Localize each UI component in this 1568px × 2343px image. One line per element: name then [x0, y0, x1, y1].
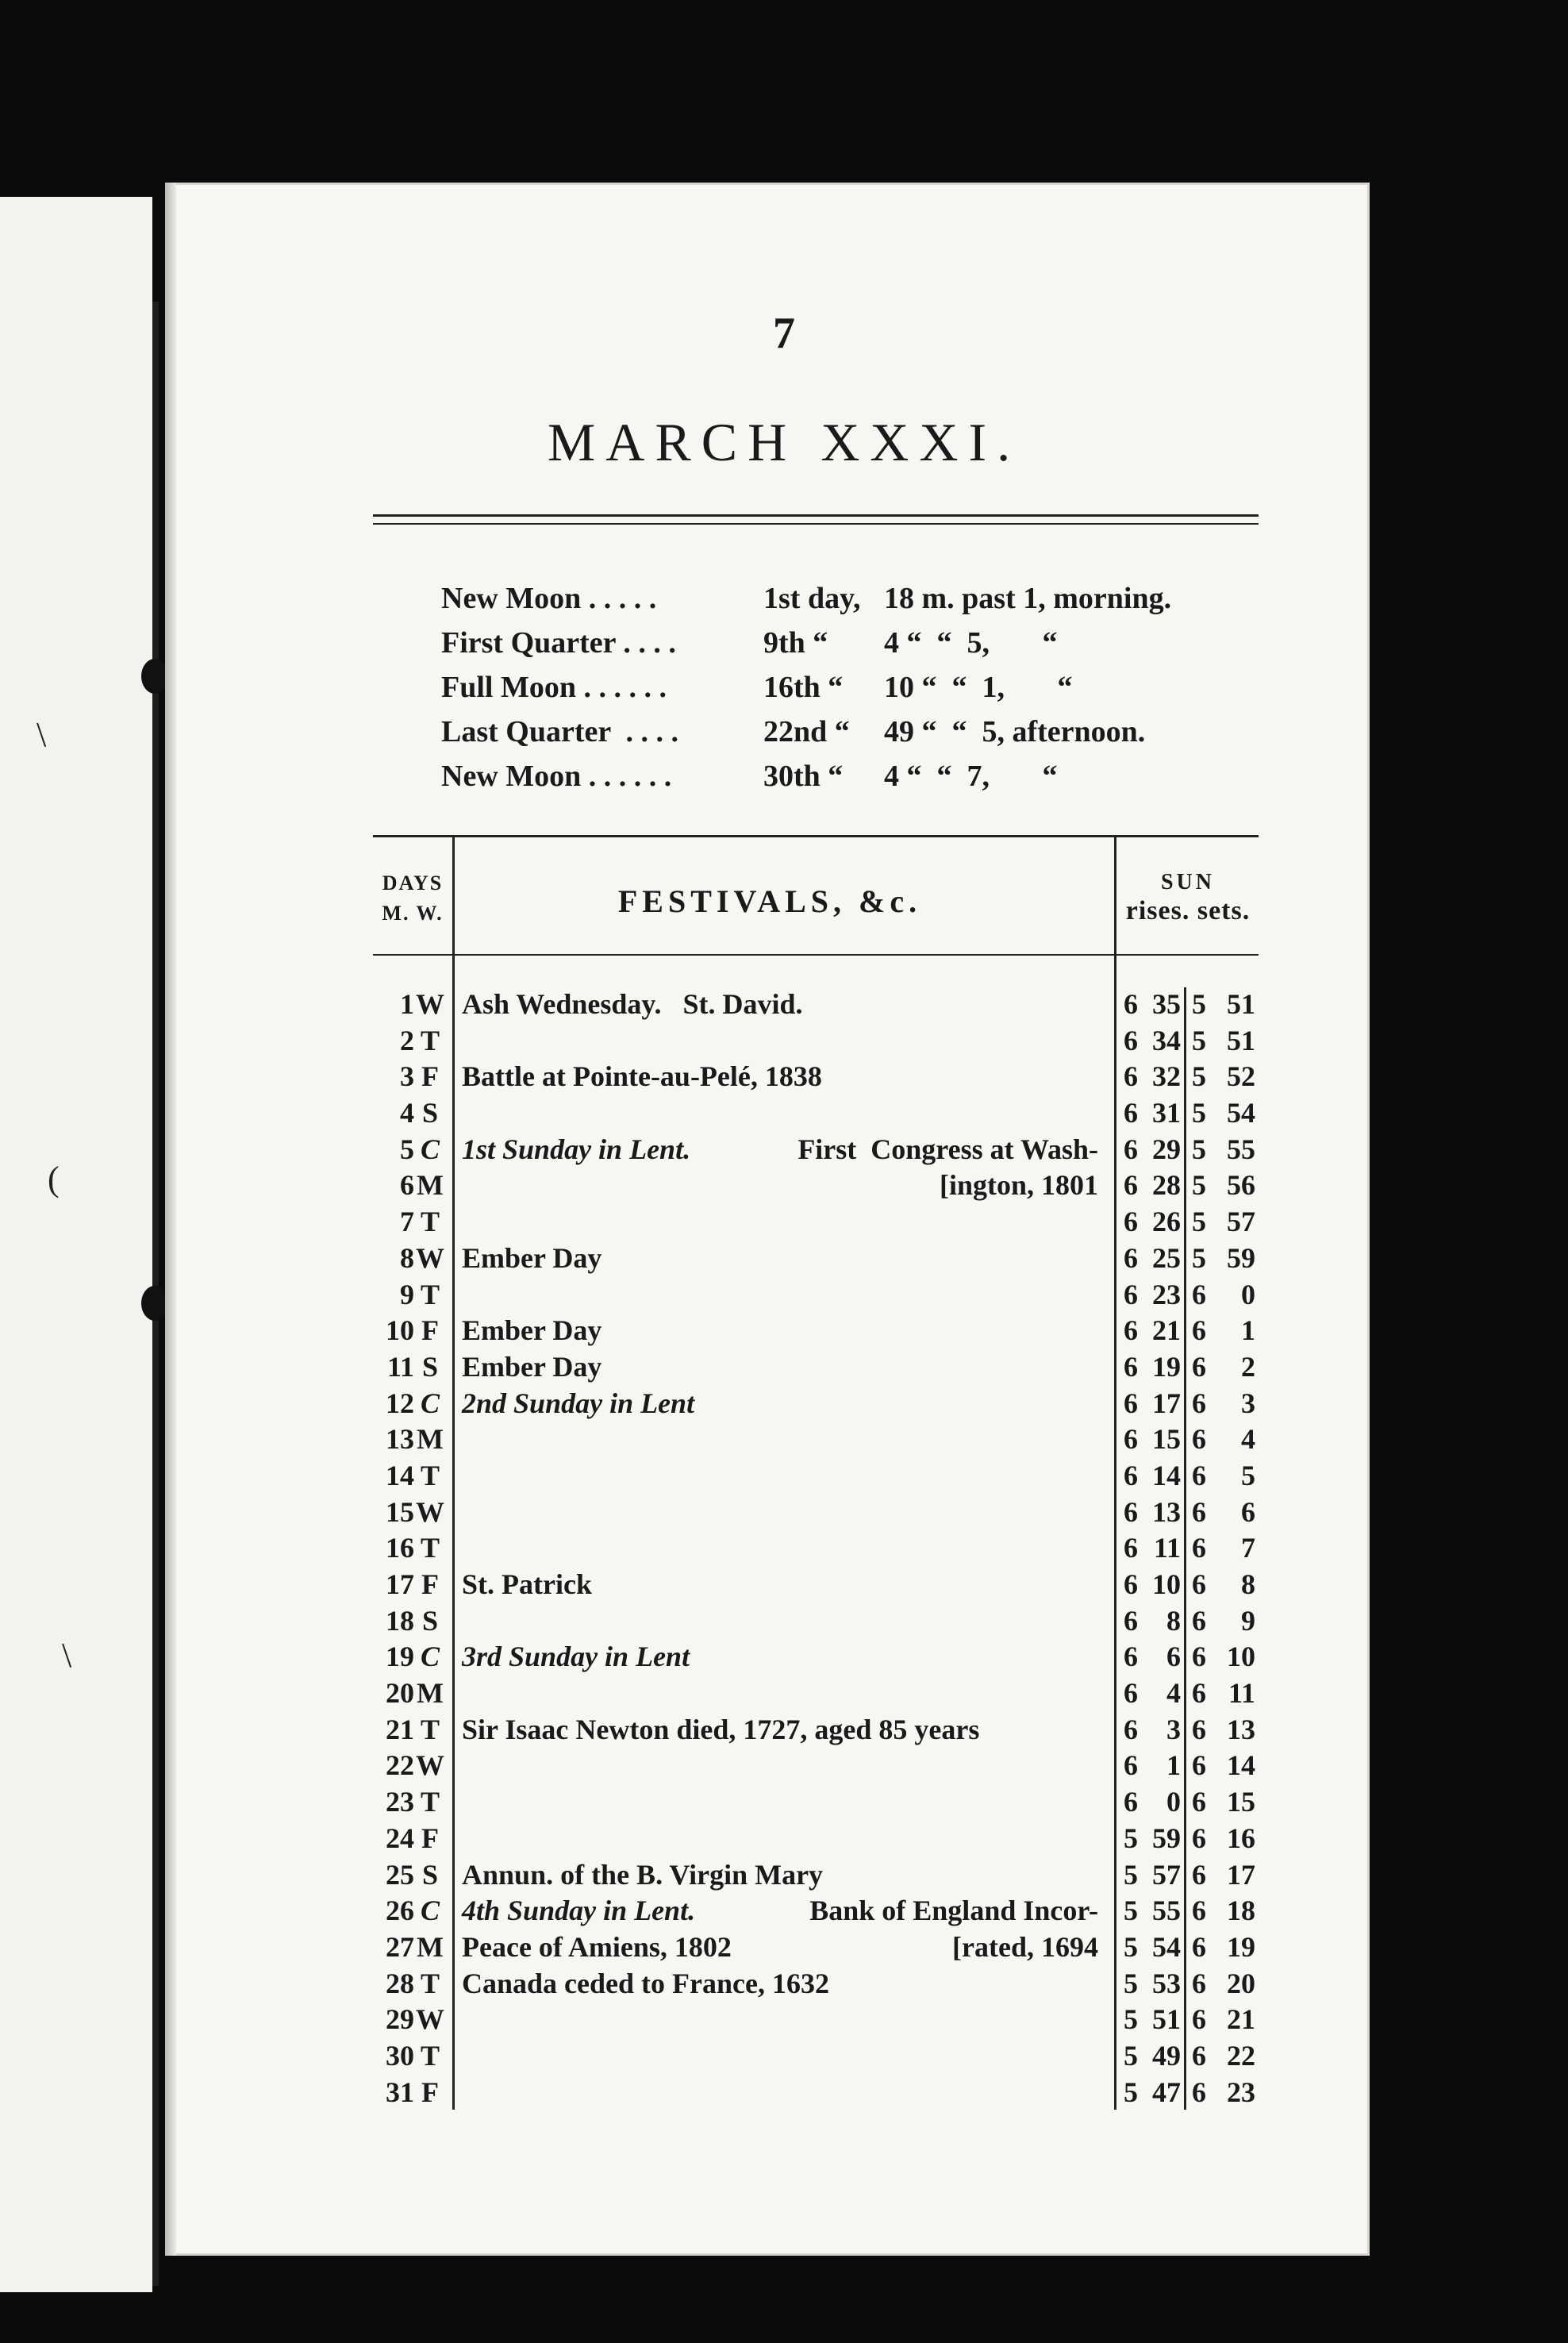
sunset-hour: 6 — [1192, 1822, 1206, 1854]
sunset-minute: 59 — [1227, 1241, 1255, 1274]
sunrise-minute: 51 — [1152, 2003, 1181, 2036]
sun-header — [1117, 868, 1259, 925]
sunset-hour: 6 — [1192, 1786, 1206, 1818]
day-of-week: W — [416, 1495, 444, 1528]
day-of-week: F — [421, 1822, 439, 1854]
table-row — [373, 1640, 1259, 1676]
moon-phase-time: 18 m. past 1, morning. — [884, 582, 1172, 615]
day-of-week: T — [420, 1532, 440, 1564]
day-of-week: W — [416, 1749, 444, 1782]
table-row — [373, 1894, 1259, 1930]
sunrise-hour: 6 — [1124, 1749, 1138, 1782]
day-of-week: C — [420, 1387, 440, 1419]
day-of-week: C — [420, 1133, 440, 1165]
day-of-month: 23 — [386, 1786, 414, 1818]
sunrise-hour: 5 — [1124, 1967, 1138, 1999]
moon-phase-row — [441, 625, 1274, 670]
day-of-week: M — [417, 1423, 444, 1456]
table-row — [373, 1676, 1259, 1713]
moon-phase-name: Full Moon . . . . . . — [441, 671, 667, 704]
sunrise-hour: 6 — [1124, 1387, 1138, 1419]
sunset-minute: 17 — [1227, 1858, 1255, 1891]
sunset-hour: 6 — [1192, 2076, 1206, 2108]
day-of-month: 24 — [386, 1822, 414, 1854]
day-of-week: T — [420, 1024, 440, 1056]
sunset-minute: 14 — [1227, 1749, 1255, 1782]
day-of-week: T — [420, 1967, 440, 1999]
header-rule — [373, 954, 1259, 956]
moon-phase-row — [441, 759, 1274, 803]
sunset-minute: 51 — [1227, 1024, 1255, 1056]
moon-phase-day: 30th “ — [763, 760, 844, 793]
day-of-week: S — [421, 1350, 439, 1383]
day-of-week: F — [421, 1314, 439, 1347]
day-of-month: 3 — [400, 1060, 414, 1093]
sunrise-minute: 8 — [1166, 1604, 1181, 1637]
day-of-week: T — [420, 1786, 440, 1818]
moon-phase-time: 49 “ “ 5, afternoon. — [884, 715, 1146, 748]
sunset-hour: 6 — [1192, 1350, 1206, 1383]
moon-phase-name: New Moon . . . . . . — [441, 760, 672, 793]
sunset-minute: 52 — [1227, 1060, 1255, 1093]
table-row — [373, 1096, 1259, 1133]
sunset-minute: 5 — [1241, 1459, 1255, 1491]
day-of-month: 9 — [400, 1278, 414, 1310]
sunrise-hour: 5 — [1124, 1858, 1138, 1891]
table-row — [373, 1278, 1259, 1314]
sunrise-minute: 6 — [1166, 1641, 1181, 1673]
day-of-month: 19 — [386, 1641, 414, 1673]
moon-phase-time: 4 “ “ 7, “ — [884, 760, 1058, 793]
sunrise-minute: 17 — [1152, 1387, 1181, 1419]
sunrise-hour: 5 — [1124, 1930, 1138, 1963]
sunrise-hour: 6 — [1124, 1423, 1138, 1456]
day-of-week: T — [420, 1206, 440, 1238]
sunrise-minute: 59 — [1152, 1822, 1181, 1854]
day-of-month: 7 — [400, 1206, 414, 1238]
sunrise-minute: 53 — [1152, 1967, 1181, 1999]
day-of-week: T — [420, 1713, 440, 1745]
sun-header-top: SUN — [1160, 870, 1215, 894]
sunset-hour: 5 — [1192, 1024, 1206, 1056]
sunrise-hour: 6 — [1124, 1350, 1138, 1383]
festival-text: St. Patrick — [462, 1568, 592, 1600]
sunset-minute: 19 — [1227, 1930, 1255, 1963]
sunset-minute: 11 — [1228, 1677, 1255, 1710]
day-of-month: 4 — [400, 1097, 414, 1129]
sunset-hour: 6 — [1192, 2003, 1206, 2036]
days-header-top: DAYS — [382, 871, 444, 894]
sunrise-hour: 6 — [1124, 1459, 1138, 1491]
sunset-hour: 5 — [1192, 1206, 1206, 1238]
day-of-month: 16 — [386, 1532, 414, 1564]
day-of-week: M — [417, 1677, 444, 1710]
sunset-minute: 20 — [1227, 1967, 1255, 1999]
day-of-week: F — [421, 1568, 439, 1600]
page-edge — [165, 183, 176, 2256]
sunrise-hour: 5 — [1124, 2003, 1138, 2036]
day-of-week: W — [416, 988, 444, 1020]
day-of-month: 31 — [386, 2076, 414, 2108]
sunset-minute: 22 — [1227, 2039, 1255, 2072]
sunset-hour: 6 — [1192, 1459, 1206, 1491]
day-of-month: 29 — [386, 2003, 414, 2036]
sunset-hour: 6 — [1192, 1749, 1206, 1782]
moon-phase-row — [441, 670, 1274, 714]
sunset-minute: 21 — [1227, 2003, 1255, 2036]
days-header-bottom: M. W. — [382, 902, 444, 925]
margin-mark: \ — [62, 1636, 72, 1675]
sunset-minute: 23 — [1227, 2076, 1255, 2108]
table-row — [373, 1350, 1259, 1387]
sunset-hour: 6 — [1192, 1423, 1206, 1456]
day-of-week: T — [420, 1459, 440, 1491]
sunrise-hour: 6 — [1124, 1786, 1138, 1818]
sunrise-hour: 6 — [1124, 1169, 1138, 1202]
day-of-month: 25 — [386, 1858, 414, 1891]
sunrise-hour: 6 — [1124, 1495, 1138, 1528]
margin-mark: \ — [37, 715, 47, 754]
sunrise-minute: 3 — [1166, 1713, 1181, 1745]
sunset-minute: 55 — [1227, 1133, 1255, 1165]
days-header — [373, 868, 452, 929]
sunrise-minute: 11 — [1153, 1532, 1181, 1564]
sunset-minute: 16 — [1227, 1822, 1255, 1854]
page-title: MARCH XXXI. — [547, 412, 1021, 472]
festival-text-continued: First Congress at Wash- — [797, 1133, 1098, 1165]
festival-text-wrap: [rated, 1694 — [952, 1930, 1098, 1963]
sunrise-hour: 6 — [1124, 1677, 1138, 1710]
table-row — [373, 1858, 1259, 1895]
festival-text: Ash Wednesday. St. David. — [462, 988, 803, 1020]
sunset-hour: 6 — [1192, 1930, 1206, 1963]
day-of-month: 5 — [400, 1133, 414, 1165]
festival-text: Peace of Amiens, 1802 — [462, 1930, 732, 1963]
table-row — [373, 1568, 1259, 1604]
sunset-hour: 6 — [1192, 1641, 1206, 1673]
sunset-minute: 57 — [1227, 1206, 1255, 1238]
calendar-table — [373, 837, 1259, 2110]
sunrise-hour: 6 — [1124, 988, 1138, 1020]
sunrise-hour: 6 — [1124, 1314, 1138, 1347]
sunrise-minute: 57 — [1152, 1858, 1181, 1891]
moon-phase-row — [441, 581, 1274, 625]
sunrise-hour: 6 — [1124, 1568, 1138, 1600]
sunset-minute: 51 — [1227, 988, 1255, 1020]
day-of-week: F — [421, 1060, 439, 1093]
sunrise-hour: 6 — [1124, 1133, 1138, 1165]
sunrise-hour: 5 — [1124, 1895, 1138, 1927]
sunrise-hour: 5 — [1124, 2039, 1138, 2072]
sunrise-hour: 6 — [1124, 1532, 1138, 1564]
sunset-hour: 6 — [1192, 1604, 1206, 1637]
day-of-month: 8 — [400, 1241, 414, 1274]
day-of-month: 22 — [386, 1749, 414, 1782]
moon-phase-name: New Moon . . . . . — [441, 582, 657, 615]
table-row — [373, 1060, 1259, 1096]
day-of-month: 27 — [386, 1930, 414, 1963]
day-of-month: 20 — [386, 1677, 414, 1710]
moon-phase-time: 10 “ “ 1, “ — [884, 671, 1073, 704]
sunset-hour: 5 — [1192, 988, 1206, 1020]
sunrise-minute: 34 — [1152, 1024, 1181, 1056]
day-of-week: F — [421, 2076, 439, 2108]
sunrise-hour: 5 — [1124, 1822, 1138, 1854]
table-row — [373, 1024, 1259, 1060]
sunset-hour: 5 — [1192, 1169, 1206, 1202]
table-row — [373, 1749, 1259, 1785]
sunrise-minute: 10 — [1152, 1568, 1181, 1600]
sunrise-hour: 6 — [1124, 1713, 1138, 1745]
sun-header-bottom: rises. sets. — [1125, 896, 1251, 925]
binding-hole — [141, 1286, 168, 1321]
festival-text: Canada ceded to France, 1632 — [462, 1967, 829, 1999]
table-rows — [373, 987, 1259, 2111]
day-of-week: T — [420, 2039, 440, 2072]
festivals-header: FESTIVALS, &c. — [617, 883, 922, 919]
sunset-minute: 15 — [1227, 1786, 1255, 1818]
sunrise-hour: 6 — [1124, 1641, 1138, 1673]
sunrise-minute: 14 — [1152, 1459, 1181, 1491]
day-of-week: M — [417, 1930, 444, 1963]
sunset-hour: 6 — [1192, 1278, 1206, 1310]
table-row — [373, 2003, 1259, 2039]
table-row — [373, 1495, 1259, 1532]
sunset-hour: 6 — [1192, 1495, 1206, 1528]
sunrise-hour: 6 — [1124, 1060, 1138, 1093]
day-of-month: 21 — [386, 1713, 414, 1745]
table-row — [373, 1604, 1259, 1641]
sunset-hour: 5 — [1192, 1097, 1206, 1129]
table-row — [373, 1785, 1259, 1822]
moon-phase-day: 22nd “ — [763, 715, 850, 748]
day-of-month: 2 — [400, 1024, 414, 1056]
table-row — [373, 1930, 1259, 1967]
day-of-month: 13 — [386, 1423, 414, 1456]
table-row — [373, 1205, 1259, 1241]
sunset-hour: 6 — [1192, 1858, 1206, 1891]
day-of-month: 14 — [386, 1459, 414, 1491]
page-number: 7 — [773, 309, 795, 358]
sunrise-hour: 6 — [1124, 1206, 1138, 1238]
day-of-week: S — [421, 1097, 439, 1129]
sunset-minute: 2 — [1241, 1350, 1255, 1383]
sunset-minute: 54 — [1227, 1097, 1255, 1129]
sunrise-minute: 23 — [1152, 1278, 1181, 1310]
table-row — [373, 2076, 1259, 2112]
sunrise-minute: 28 — [1152, 1169, 1181, 1202]
moon-phases-list — [441, 581, 1274, 803]
binding-hole — [141, 659, 168, 694]
festival-text: 2nd Sunday in Lent — [462, 1387, 695, 1419]
sunset-hour: 6 — [1192, 1713, 1206, 1745]
sunrise-minute: 54 — [1152, 1930, 1181, 1963]
table-row — [373, 1422, 1259, 1459]
moon-phase-day: 16th “ — [763, 671, 844, 704]
sunrise-minute: 49 — [1152, 2039, 1181, 2072]
table-row — [373, 2039, 1259, 2076]
day-of-month: 1 — [400, 988, 414, 1020]
table-row — [373, 987, 1259, 1024]
day-of-month: 18 — [386, 1604, 414, 1637]
sunrise-minute: 15 — [1152, 1423, 1181, 1456]
festival-text-wrap: [ington, 1801 — [939, 1169, 1098, 1202]
festival-text: Annun. of the B. Virgin Mary — [462, 1858, 824, 1891]
sunrise-minute: 26 — [1152, 1206, 1181, 1238]
day-of-month: 12 — [386, 1387, 414, 1419]
day-of-month: 30 — [386, 2039, 414, 2072]
moon-phase-time: 4 “ “ 5, “ — [884, 626, 1058, 660]
moon-phase-day: 9th “ — [763, 626, 828, 660]
sunset-minute: 7 — [1241, 1532, 1255, 1564]
sunrise-minute: 1 — [1166, 1749, 1181, 1782]
double-rule — [373, 514, 1259, 525]
sunset-minute: 1 — [1241, 1314, 1255, 1347]
table-row — [373, 1133, 1259, 1169]
sunrise-minute: 21 — [1152, 1314, 1181, 1347]
sunrise-minute: 55 — [1152, 1895, 1181, 1927]
table-row — [373, 1459, 1259, 1495]
sunset-hour: 6 — [1192, 1568, 1206, 1600]
festival-text: Ember Day — [462, 1350, 602, 1383]
table-row — [373, 1168, 1259, 1205]
sunset-minute: 10 — [1227, 1641, 1255, 1673]
sunrise-minute: 19 — [1152, 1350, 1181, 1383]
moon-phase-day: 1st day, — [763, 582, 861, 615]
sunset-hour: 6 — [1192, 1895, 1206, 1927]
margin-mark: ( — [48, 1160, 60, 1198]
festival-text: Sir Isaac Newton died, 1727, aged 85 years — [462, 1713, 980, 1745]
sunset-hour: 5 — [1192, 1241, 1206, 1274]
day-of-month: 10 — [386, 1314, 414, 1347]
sunrise-minute: 29 — [1152, 1133, 1181, 1165]
sunset-hour: 5 — [1192, 1060, 1206, 1093]
sunset-minute: 13 — [1227, 1713, 1255, 1745]
sunrise-hour: 6 — [1124, 1604, 1138, 1637]
sunrise-minute: 4 — [1166, 1677, 1181, 1710]
day-of-week: M — [417, 1169, 444, 1202]
festival-text-continued: Bank of England Incor- — [809, 1895, 1098, 1927]
sunset-hour: 6 — [1192, 1532, 1206, 1564]
sunrise-minute: 47 — [1152, 2076, 1181, 2108]
facing-page-strip — [0, 197, 152, 2292]
day-of-month: 6 — [400, 1169, 414, 1202]
sunrise-minute: 0 — [1166, 1786, 1181, 1818]
sunset-minute: 18 — [1227, 1895, 1255, 1927]
festival-text: 3rd Sunday in Lent — [462, 1641, 690, 1673]
sunset-hour: 6 — [1192, 1387, 1206, 1419]
sunrise-minute: 32 — [1152, 1060, 1181, 1093]
sunset-hour: 6 — [1192, 1967, 1206, 1999]
sunrise-hour: 6 — [1124, 1024, 1138, 1056]
sunset-minute: 56 — [1227, 1169, 1255, 1202]
day-of-month: 26 — [386, 1895, 414, 1927]
table-row — [373, 1531, 1259, 1568]
sunset-minute: 3 — [1241, 1387, 1255, 1419]
day-of-month: 11 — [386, 1350, 414, 1383]
day-of-month: 15 — [386, 1495, 414, 1528]
table-row — [373, 1822, 1259, 1858]
sunrise-minute: 25 — [1152, 1241, 1181, 1274]
festival-text: 1st Sunday in Lent. — [462, 1133, 691, 1165]
festival-text: Ember Day — [462, 1241, 602, 1274]
sunrise-hour: 6 — [1124, 1097, 1138, 1129]
table-row — [373, 1387, 1259, 1423]
sunrise-minute: 35 — [1152, 988, 1181, 1020]
sunset-hour: 5 — [1192, 1133, 1206, 1165]
day-of-month: 17 — [386, 1568, 414, 1600]
table-row — [373, 1314, 1259, 1350]
table-row — [373, 1713, 1259, 1749]
day-of-week: S — [421, 1858, 439, 1891]
sunset-minute: 0 — [1241, 1278, 1255, 1310]
sunset-hour: 6 — [1192, 1314, 1206, 1347]
sunset-minute: 4 — [1241, 1423, 1255, 1456]
sunset-minute: 8 — [1241, 1568, 1255, 1600]
sunrise-minute: 31 — [1152, 1097, 1181, 1129]
day-of-week: C — [420, 1641, 440, 1673]
sunrise-hour: 6 — [1124, 1278, 1138, 1310]
sunset-minute: 9 — [1241, 1604, 1255, 1637]
sunset-hour: 6 — [1192, 2039, 1206, 2072]
table-row — [373, 1967, 1259, 2003]
moon-phase-name: First Quarter . . . . — [441, 626, 676, 660]
day-of-week: C — [420, 1895, 440, 1927]
day-of-month: 28 — [386, 1967, 414, 1999]
day-of-week: T — [420, 1278, 440, 1310]
day-of-week: W — [416, 1241, 444, 1274]
sunrise-hour: 5 — [1124, 2076, 1138, 2108]
festival-text: 4th Sunday in Lent. — [462, 1895, 696, 1927]
day-of-week: S — [421, 1604, 439, 1637]
sunset-hour: 6 — [1192, 1677, 1206, 1710]
sunrise-hour: 6 — [1124, 1241, 1138, 1274]
festival-text: Ember Day — [462, 1314, 602, 1347]
table-row — [373, 1241, 1259, 1278]
moon-phase-name: Last Quarter . . . . — [441, 715, 679, 748]
moon-phase-row — [441, 714, 1274, 759]
sunset-minute: 6 — [1241, 1495, 1255, 1528]
day-of-week: W — [416, 2003, 444, 2036]
sunrise-minute: 13 — [1152, 1495, 1181, 1528]
festival-text: Battle at Pointe-au-Pelé, 1838 — [462, 1060, 822, 1093]
